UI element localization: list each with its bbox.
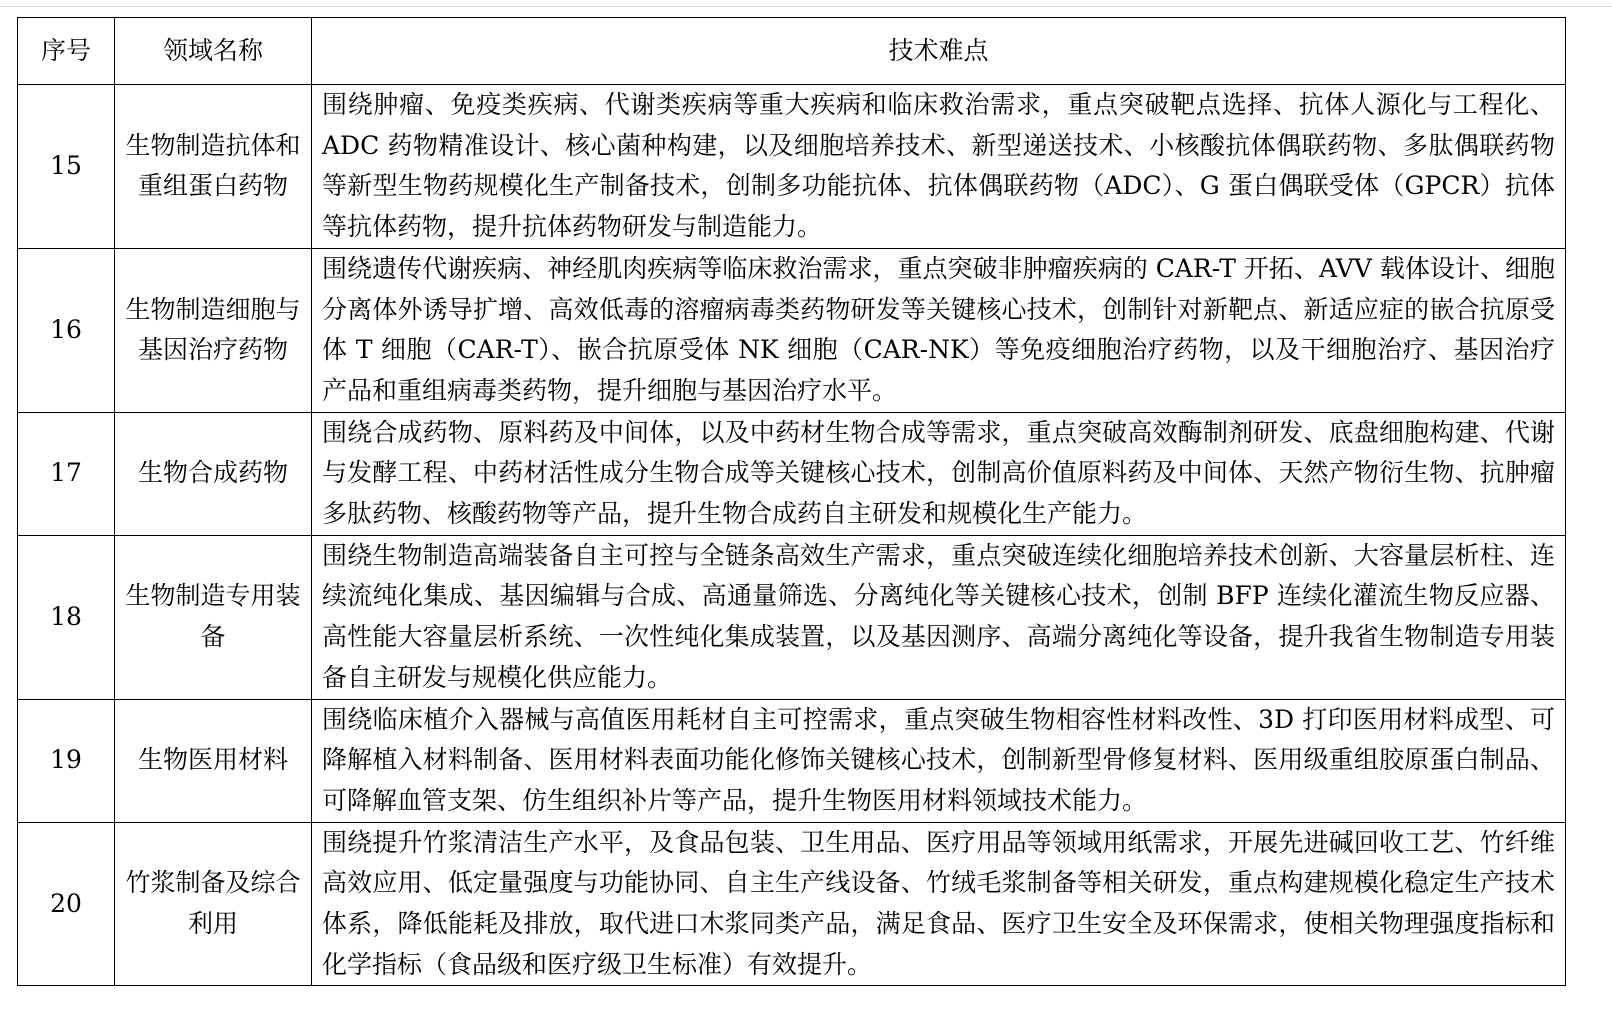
row-technical-difficulty: 围绕临床植介入器械与高值医用耗材自主可控需求，重点突破生物相容性材料改性、3D 打印医用材料成型、可降解植入材料制备、医用材料表面功能化修饰关键核心技术，创制新型骨修复材料、医用级重组胶原蛋白制品、可降解血管支架、仿生组织补片等产品，提升生物医用材料领域技术能力。 bbox=[312, 699, 1566, 822]
table-header bbox=[18, 18, 1566, 85]
row-field-name: 生物制造抗体和重组蛋白药物 bbox=[115, 85, 312, 249]
row-technical-difficulty: 围绕合成药物、原料药及中间体，以及中药材生物合成等需求，重点突破高效酶制剂研发、底盘细胞构建、代谢与发酵工程、中药材活性成分生物合成等关键核心技术，创制高价值原料药及中间体、天然产物衍生物、抗肿瘤多肽药物、核酸药物等产品，提升生物合成药自主研发和规模化生产能力。 bbox=[312, 412, 1566, 535]
row-index: 19 bbox=[18, 699, 115, 822]
table-row bbox=[18, 248, 1566, 412]
row-field-name: 生物医用材料 bbox=[115, 699, 312, 822]
technology-difficulty-table bbox=[17, 17, 1566, 986]
table-row bbox=[18, 822, 1566, 986]
table-body bbox=[18, 85, 1566, 986]
row-index: 16 bbox=[18, 248, 115, 412]
header-technical-difficulty: 技术难点 bbox=[312, 18, 1566, 85]
row-index: 20 bbox=[18, 822, 115, 986]
row-technical-difficulty: 围绕肿瘤、免疫类疾病、代谢类疾病等重大疾病和临床救治需求，重点突破靶点选择、抗体人源化与工程化、ADC 药物精准设计、核心菌种构建，以及细胞培养技术、新型递送技术、小核酸抗体偶联药物、多肽偶联药物等新型生物药规模化生产制备技术，创制多功能抗体、抗体偶联药物（ADC）、G 蛋白偶联受体（GPCR）抗体等抗体药物，提升抗体药物研发与制造能力。 bbox=[312, 85, 1566, 249]
table-row bbox=[18, 412, 1566, 535]
row-index: 17 bbox=[18, 412, 115, 535]
table-row bbox=[18, 85, 1566, 249]
header-field-name: 领域名称 bbox=[115, 18, 312, 85]
row-technical-difficulty: 围绕提升竹浆清洁生产水平，及食品包装、卫生用品、医疗用品等领域用纸需求，开展先进碱回收工艺、竹纤维高效应用、低定量强度与功能协同、自主生产线设备、竹绒毛浆制备等相关研发，重点构建规模化稳定生产技术体系，降低能耗及排放，取代进口木浆同类产品，满足食品、医疗卫生安全及环保需求，使相关物理强度指标和化学指标（食品级和医疗级卫生标准）有效提升。 bbox=[312, 822, 1566, 986]
row-field-name: 生物制造专用装备 bbox=[115, 535, 312, 699]
header-row bbox=[18, 18, 1566, 85]
table-row bbox=[18, 699, 1566, 822]
row-index: 15 bbox=[18, 85, 115, 249]
row-index: 18 bbox=[18, 535, 115, 699]
table-row bbox=[18, 535, 1566, 699]
row-field-name: 生物合成药物 bbox=[115, 412, 312, 535]
row-field-name: 生物制造细胞与基因治疗药物 bbox=[115, 248, 312, 412]
header-index: 序号 bbox=[18, 18, 115, 85]
page-top-guide-line bbox=[0, 6, 1612, 7]
row-technical-difficulty: 围绕遗传代谢疾病、神经肌肉疾病等临床救治需求，重点突破非肿瘤疾病的 CAR-T 开拓、AVV 载体设计、细胞分离体外诱导扩增、高效低毒的溶瘤病毒类药物研发等关键核心技术，创制针对新靶点、新适应症的嵌合抗原受体 T 细胞（CAR-T）、嵌合抗原受体 NK 细胞（CAR-NK）等免疫细胞治疗药物，以及干细胞治疗、基因治疗产品和重组病毒类药物，提升细胞与基因治疗水平。 bbox=[312, 248, 1566, 412]
row-technical-difficulty: 围绕生物制造高端装备自主可控与全链条高效生产需求，重点突破连续化细胞培养技术创新、大容量层析柱、连续流纯化集成、基因编辑与合成、高通量筛选、分离纯化等关键核心技术，创制 BFP 连续化灌流生物反应器、高性能大容量层析系统、一次性纯化集成装置，以及基因测序、高端分离纯化等设备，提升我省生物制造专用装备自主研发与规模化供应能力。 bbox=[312, 535, 1566, 699]
row-field-name: 竹浆制备及综合利用 bbox=[115, 822, 312, 986]
